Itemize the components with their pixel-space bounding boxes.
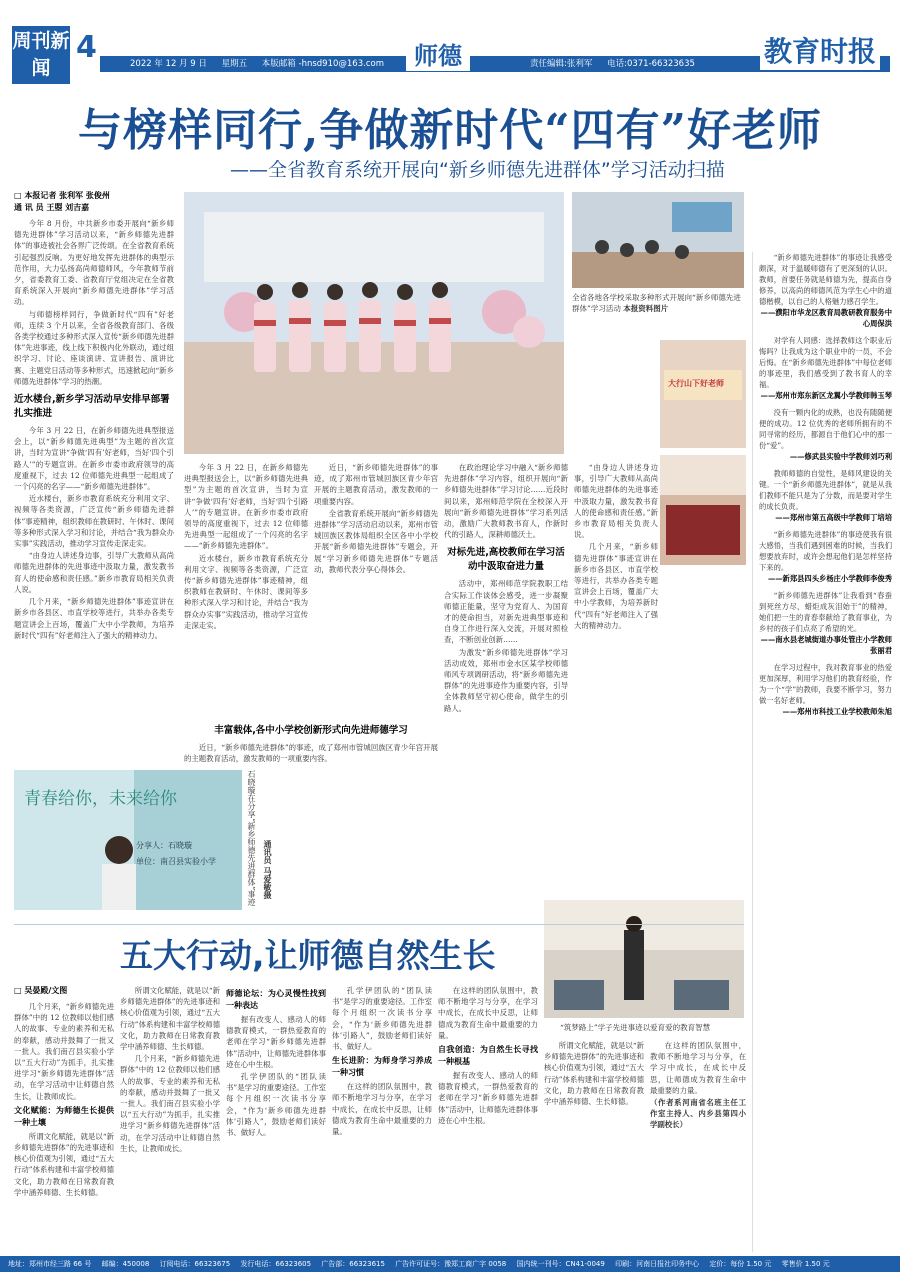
paragraph: 孔学伊团队的“团队读书”是学习的重要途径。工作室每个月组织一次读书分享会，“作为‘新乡师德先进群体’引路人”，鼓励老师们读好书、做好人。 xyxy=(226,1072,326,1138)
quote-source: ——南水县老城街道办事处管庄小学教师张丽君 xyxy=(760,635,892,655)
photo-credit: 本报资料图片 xyxy=(623,304,669,313)
footer-item: 订阅电话：66323675 xyxy=(159,1260,231,1268)
article-column-4 xyxy=(444,462,568,902)
quote-item xyxy=(759,529,892,584)
section-title: 对标先进,高校教师在学习活动中汲取奋进力量 xyxy=(447,547,565,573)
presenter-caption: 石晓璇在分享“新乡师德先进群体”事迹 xyxy=(247,770,256,907)
article-byline: □ 本报记者 张利军 张俊州 通 讯 员 王曌 刘吉嘉 xyxy=(14,191,110,212)
banner-event-photo xyxy=(660,340,746,448)
editor-phone: 电话:0371-66323635 xyxy=(607,59,695,69)
quote-source: ——修武县实验中学教师刘巧利 xyxy=(789,452,892,461)
presenter-name: 分享人：石晓璇 xyxy=(136,841,192,850)
quote-text: 在学习过程中，我对教育事业的热爱更加深厚，利用学习他们的教育经验，作为一个“学”的教师，我要不断学习，努力做一名好老师。 xyxy=(759,663,892,705)
quote-item xyxy=(759,590,892,656)
paragraph: 所谓文化赋能，就是以“新乡师德先进群体”的先进事迹和核心价值观为引领，通过“五大行动”体系构建和丰富学校师德文化，助力教师在日常教育教学中涵养师德、生长师德。 xyxy=(120,986,220,1052)
event-banner-text: 大行山下好老师 xyxy=(668,378,724,388)
paragraph: 近日，“新乡师德先进群体”的事迹，成了郑州市管城回族区青少年宫开展的主题教育活动，激发教师的一项重要内容。 xyxy=(314,463,438,506)
paragraph: 近水楼台，新乡市教育系统充分利用文字、视频等各类资源，广泛宣传“新乡师德先进群体”事迹精神，组织教师在教研时、午休时、课间等多种形式深入学习和讨论，并结合“我为群众办实事”实践活动，推动学习宣传走深走实。 xyxy=(14,494,174,549)
stage-group-photo xyxy=(184,192,564,454)
article2-column-3 xyxy=(226,985,326,1250)
page-footer xyxy=(0,1256,900,1272)
paragraph: 全省教育系统开展向“新乡师德先进群体”学习活动启动以来，郑州市管城回族区教体局组织全区各中小学校开展“新乡师德先进群体”专题会，开展“学习新乡师德先进群体”专题活动，教师代表分享心得体会。 xyxy=(314,508,438,574)
responsible-editor: 责任编辑:张利军 xyxy=(530,59,593,69)
quote-source: ——郑州市郑东新区龙翼小学教师韩玉琴 xyxy=(760,391,892,400)
presenter-school: 单位：南召县实验小学 xyxy=(136,857,216,866)
quote-source: ——郑州市第五高级中学教师丁培培 xyxy=(775,513,892,522)
paragraph: 握有改变人、感动人的师德教育模式，一群热爱教育的老师在学习“新乡师德先进群体”活动中，让师德先进群体事迹在心中生根。 xyxy=(438,1071,538,1125)
paragraph: “由身边人讲述身边事，引导广大教师从高尚师德先进群体的先进事迹中汲取力量，激发教书育人的使命感和责任感。”新乡市教育局相关负责人说。 xyxy=(574,463,658,540)
section-title: 自我创造：为自然生长寻找一种根基 xyxy=(438,1045,538,1067)
presenter-credit: 通讯员 马爱敏摄 xyxy=(263,840,273,899)
paragraph: 今年 3 月 22 日，在新乡师德先进典型报送会上，以“新乡师德先进典型”为主题的首次宣讲，当时为宣讲“争做‘四有’好老师，当好‘四个引路人’”的专题宣讲。在新乡市委市政府领导的高度重视下，过去 12 位师德先进典型一起组成了一个闪亮的名字——“新乡师德先进群体”。 xyxy=(184,463,308,551)
quote-source: ——郑州市科技工业学校教师朱旭 xyxy=(782,707,892,716)
issue-date: 2022 年 12 月 9 日 xyxy=(130,59,207,69)
paragraph: 几个月来，“新乡师德先进群体”事迹宣讲在新乡市各县区、市直学校等进行，共举办各类专题宣讲会上百场，覆盖广大中小学教师，为培养新时代“四有”好老师注入了强大的精神动力。 xyxy=(574,542,658,630)
presenter-photo xyxy=(14,770,242,910)
quote-text: “新乡师德先进群体”的事迹使我有很大感悟，当我们遇到困难的时候，当我们想要放弃时，或许会想起他们是怎样坚持下来的。 xyxy=(759,530,892,572)
paragraph: 今年 8 月份，中共新乡市委开展向“新乡师德先进群体”学习活动以来，“新乡师德先进群体”的事迹被社会各界广泛传颂。在全省教育系统引起强烈反响。为更好地发挥先进群体的典型示范作用，大力弘扬高尚师德师风，今年教师节前夕，省委教育工委、省教育厅党组决定在全省教育系统深入开展向“新乡师德先进群体”学习活动。 xyxy=(14,219,174,307)
article2-column-4 xyxy=(332,985,432,1250)
paragraph: 几个月来，“新乡师德先进群体”中的 12 位教师以他们感人的故事、专业的素养和无私的奉献，感动并鼓舞了一批又一批人。我们南召县实验小学以“五大行动”为抓手，扎实推进学习“新乡师德先进群体”活动，在学习活动中让师德自然生长，让教师成长。 xyxy=(120,1054,220,1153)
quote-text: 没有一颗内化的成熟，也没有随随便便的成功。12 位优秀的老师所拥有的不同寻常的经历，都源自于他们心中的那一份“爱”。 xyxy=(759,408,892,450)
issue-weekday: 星期五 xyxy=(221,59,248,69)
section-title: 近水楼台,新乡学习活动早安排早部署扎实推进 xyxy=(14,394,170,420)
photo-caption xyxy=(572,292,744,314)
footer-item: 发行电话：66323605 xyxy=(240,1260,312,1268)
paragraph: 在政治理论学习中融入“新乡师德先进群体”学习内容，组织开展向“新乡师德先进群体”学习讨论……近段时间以来，郑州师范学院在全校深入开展向“新乡师德先进群体”学习系列活动，激励广大教师教书育人，作新时代的引路人，深耕师德沃土。 xyxy=(444,463,568,540)
paragraph: 在这样的团队氛围中，教师不断地学习与分享，在学习中成长，在成长中反思，让师德成为教育生命中最重要的力量。 xyxy=(438,986,538,1040)
paragraph: 几个月来，“新乡师德先进群体”事迹宣讲在新乡市各县区、市直学校等进行，共举办各类专题宣讲会上百场，覆盖广大中小学教师，为培养新时代“四有”好老师注入了强大的精神动力。 xyxy=(14,597,174,640)
classroom-photo xyxy=(572,192,744,288)
teaching-photo xyxy=(544,900,744,1018)
footer-item: 广告许可证号：豫郑工商广字 0058 xyxy=(395,1260,507,1268)
quote-text: 对学有人同感：选择教师这个职业后悔吗？让我成为这个职业中的一员，不会后悔。在“新乡师德先进群体”中每位老师的事迹里，我们感受到了教书育人的幸福。 xyxy=(759,336,892,389)
section-title: 文化赋能：为师德生长提供一种土壤 xyxy=(14,1105,114,1127)
paragraph: 在这样的团队氛围中，教师不断地学习与分享，在学习中成长，在成长中反思，让师德成为教育生命中最重要的力量。 xyxy=(650,1041,746,1095)
page-number: 4 xyxy=(76,30,97,65)
quote-text: “新乡师德先进群体”让我看到“春蚕到死丝方尽，蜡炬成灰泪始干”的精神，她们把一生的青春奉献给了教育事业，为乡村的孩子们点亮了希望的光。 xyxy=(759,591,892,633)
paragraph: 今年 3 月 22 日，在新乡师德先进典型报送会上，以“新乡师德先进典型”为主题的首次宣讲，当时为宣讲“争做‘四有’好老师，当好‘四个引路人’”的专题宣讲。在新乡市委市政府领导的高度重视下，过去 12 位师德先进典型一起组成了一个闪亮的名字——“新乡师德先进群体”。 xyxy=(14,426,174,492)
quote-source: ——濮阳市华龙区教育局教研教育服务中心周保洪 xyxy=(760,308,892,328)
quote-item xyxy=(759,252,892,329)
footer-item: 广告部：66323615 xyxy=(321,1260,385,1268)
article-column-2 xyxy=(184,462,308,712)
quote-source: ——新郑县四头乡杨庄小学教师李俊秀 xyxy=(767,574,892,583)
paragraph: 在这样的团队氛围中，教师不断地学习与分享，在学习中成长，在成长中反思，让师德成为教育生命中最重要的力量。 xyxy=(332,1082,432,1137)
quote-item xyxy=(759,662,892,717)
footer-item: 定价：每份 1.50 元 xyxy=(709,1260,772,1268)
photo-caption-text: 全省各地各学校采取多种形式开展向“新乡师德先进群体”学习活动 xyxy=(572,293,741,313)
quote-item xyxy=(759,468,892,523)
paper-name: 教育时报 xyxy=(760,30,880,70)
teacher-quotes-column xyxy=(752,252,892,1252)
article2-byline: □ 吴晏殿/文图 xyxy=(14,986,68,995)
article2-column-6 xyxy=(544,1040,644,1250)
footer-item: 国内统一刊号：CN41-0049 xyxy=(516,1260,605,1268)
quote-text: 教师师德的自觉性，是师风建设的关键。一个“新乡师德先进群体”，就是从我们教师不能只是为了分数，而是要对学生的成长负责。 xyxy=(759,469,892,511)
paragraph: 近日，“新乡师德先进群体”的事迹，成了郑州市管城回族区青少年宫开展的主题教育活动，激发教师的一项重要内容。 xyxy=(184,743,438,764)
footer-item: 邮编：450008 xyxy=(101,1260,150,1268)
article2-column-2 xyxy=(120,985,220,1250)
teaching-photo-caption: “筑梦路上”学子先进事迹以爱育爱的教育智慧 xyxy=(560,1023,711,1032)
main-headline: 与榜样同行,争做新时代“四有”好老师 xyxy=(78,105,822,156)
footer-item: 零售价 1.50 元 xyxy=(781,1260,830,1268)
paragraph: 几个月来，“新乡师德先进群体”中的 12 位教师以他们感人的故事、专业的素养和无私的奉献，感动并鼓舞了一批又一批人。我们南召县实验小学以“五大行动”为抓手，扎实推进学习“新乡师德先进群体”活动，在学习活动中让师德自然生长，让教师成长。 xyxy=(14,1002,114,1101)
main-subhead: ——全省教育系统开展向“新乡师德先进群体”学习活动扫描 xyxy=(230,159,725,181)
paragraph: 所谓文化赋能，就是以“新乡师德先进群体”的先进事迹和核心价值观为引领，通过“五大行动”体系构建和丰富学校师德文化，助力教师在日常教育教学中涵养师德、生长师德。 xyxy=(544,1041,644,1107)
section-name: 师德 xyxy=(406,36,470,71)
masthead xyxy=(0,0,900,92)
section-title: 师德论坛：为心灵慢性找到一种表达 xyxy=(226,989,326,1010)
author-note: （作者系河南省名班主任工作室主持人、内乡县第四小学副校长） xyxy=(650,1098,746,1130)
paragraph: 为激发“新乡师德先进群体”学习活动成效，郑州市金水区某学校师德师风专项调研活动，将“新乡师德先进群体”的先进事迹作为重要内容，引导全体教师坚守初心使命，做学生的引路人。 xyxy=(444,647,568,713)
article-column-3 xyxy=(314,462,438,712)
secondary-headline: 五大行动,让师德自然生长 xyxy=(120,936,496,975)
section3-header xyxy=(184,718,438,768)
article2-column-1 xyxy=(14,985,114,1250)
paragraph: 活动中，郑州师范学院教职工结合实际工作谈体会感受，进一步凝聚师德正能量，坚守为党育人、为国育才的使命担当，对新先进典型事迹和自身工作进行深入交流，开展对照检查，不断创业创新…… xyxy=(444,579,568,645)
paragraph: 握有改变人、感动人的师德教育模式，一群热爱教育的老师在学习“新乡师德先进群体”活动中，让师德先进群体事迹在心中生根。 xyxy=(226,1015,326,1069)
section-title: 生长进阶：为师身学习养成一种习惯 xyxy=(332,1056,432,1078)
article-column-5 xyxy=(574,462,658,902)
footer-item: 印刷：河南日报社印务中心 xyxy=(615,1260,700,1268)
footer-item: 地址：郑州市经三路 66 号 xyxy=(8,1260,92,1268)
section-divider xyxy=(14,924,744,925)
editor-email: 本版邮箱 -hnsd910@163.com xyxy=(261,59,384,69)
quote-text: “新乡师德先进群体”的事迹让我感受颇深，对于温暖师德有了更深刻的认识。教师，首要任务就是师德为先，提高自身修养，以高尚的师德风范为学生心中的道德楷模，以自己的人格魅力感召学生。 xyxy=(759,253,892,306)
presenter-banner: 青春给你，未来给你 xyxy=(24,789,177,809)
quote-item xyxy=(759,335,892,401)
article2-column-5 xyxy=(438,985,538,1250)
section-title: 丰富载体,各中小学校创新形式向先进师德学习 xyxy=(214,725,408,736)
paragraph: “由身边人讲述身边事，引导广大教师从高尚师德先进群体的先进事迹中汲取力量，激发教书育人的使命感和责任感。”新乡市教育局相关负责人说。 xyxy=(14,551,174,594)
article2-column-7 xyxy=(650,1040,746,1250)
quote-item xyxy=(759,407,892,462)
paragraph: 孔学伊团队的“团队读书”是学习的重要途径。工作室每个月组织一次读书分享会，“作为‘新乡师德先进群体’引路人”，鼓励老师们读好书、做好人。 xyxy=(332,986,432,1052)
paragraph: 与师德榜样同行，争做新时代“四有”好老师，连续 3 个月以来，全省各级教育部门、各级各类学校通过多种形式深入宣传“新乡师德先进群体”先进事迹，线上线下积极内化外联动，通过组织学习、讨论、座谈演讲、宣讲报告、演讲比赛、主题党日活动等多种形式，迅速掀起向“新乡师德先进群体”学习的热潮。 xyxy=(14,309,174,386)
paragraph: 近水楼台，新乡市教育系统充分利用文字、视频等各类资源，广泛宣传“新乡师德先进群体”事迹精神，组织教师在教研时、午休时、课间等多种形式深入学习和讨论，并结合“我为群众办实事”实践活动，推动学习宣传走深走实。 xyxy=(184,553,308,630)
paragraph: 所谓文化赋能，就是以“新乡师德先进群体”的先进事迹和核心价值观为引领，通过“五大行动”体系构建和丰富学校师德文化，助力教师在日常教育教学中涵养师德、生长师德。 xyxy=(14,1131,114,1197)
paper-logo: 周刊新闻 xyxy=(12,26,70,84)
hall-event-photo xyxy=(660,455,746,565)
